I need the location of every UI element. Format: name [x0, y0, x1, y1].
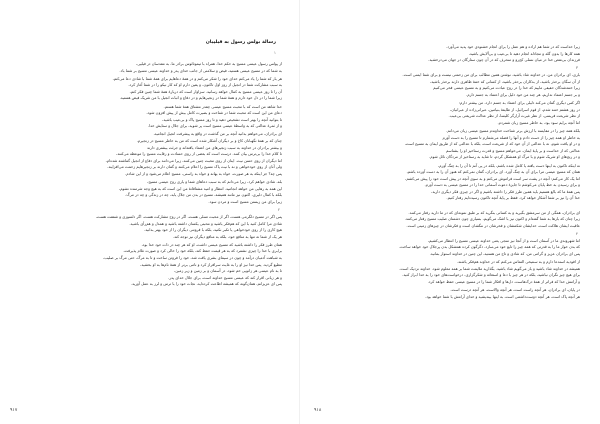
text-line: در پایان، ای برادران، هر آنچه راست است، هر آنچه والاست، هر آنچه درست است،: [450, 287, 580, 292]
text-line: اما یک کار می‌کنم: آنچه در پشت سر است فراموش می‌کنم و به سوی آنچه در پیش است خود را پیش می‌کشم،: [405, 175, 580, 181]
text-line: عدالتی که از خداست و بر پایهٔ ایمان. می‌خواهم مسیح و قدرت رستاخیز او را بشناسم: [446, 147, 580, 153]
paragraph: [314, 44, 580, 64]
text-line: اگر کس دیگری گمان می‌کند دلیلی برای اعتماد به جسم دارد، من بیشتر دارم:: [458, 100, 580, 106]
text-line: فرزندان بی‌نقص خدا در میان نسلی کج‌رو و منحرف که در آن چون ستارگان در جهان می‌درخشید.: [428, 57, 580, 63]
text-line: به شباهت آدمیان درآمد و چون در سیمای بشری یافت شد، خود را فروتن ساخت و تا به مرگ، حتی مرگ بر صلیب،: [103, 255, 282, 261]
text-line: از نظر شریعت فریسی، از نظر غیرت آزارگر کلیسا، از نظر عدالت شریعتی بی‌عیب.: [448, 113, 580, 119]
paragraph: [16, 104, 282, 130]
text-line: چنان که بر همهٔ نگهبانان کاخ و بر دیگران آشکار شده است که من به خاطر مسیح در زنجیرم.: [136, 138, 282, 144]
text-line: تا به نام عیسی هر زانویی خم شود، در آسمان و بر زمین و زیر زمین،: [174, 268, 282, 274]
text-line: همیشه در خداوند شاد باشید و باز می‌گویم شاد باشید. بگذارید ملایمت شما بر همه معلوم شود. خداوند نزدیک است.: [399, 265, 580, 271]
text-line: و بیشتر برادران در خداوند به سبب زنجیرهای من اعتماد یافته‌اند و جرئت بیشتری دارند: [146, 144, 282, 150]
text-line: تا کلام خدا را بی‌ترس بیان کنند. درست است که بعضی از روی حسادت و رقابت مسیح را موعظه می‌کنند،: [116, 151, 282, 157]
paragraph: [314, 128, 580, 161]
text-line: دعای من این است که محبت شما در شناخت و بصیرت کامل بیش از پیش افزون شود،: [146, 110, 282, 116]
text-line: به شما که در مسیح عیسی هستید، فیض و سلامتی از جانب خدای پدر و خداوند عیسی مسیح بر شما باد.: [119, 67, 282, 73]
chapter-marker: ۳: [575, 65, 578, 71]
text-line: شادی مرا کامل کنید با این که هم‌فکر باشید و محبتی یکسان داشته باشید و همدل و هم‌رأی باشید.: [129, 220, 282, 226]
text-line: و بر جسم اعتماد نداریم، هر چند من خود دلیل برای اعتماد به جسم دارم.: [466, 92, 580, 98]
text-line: این همه به رهایی من خواهد انجامید. انتظار و امید مشتاقانهٔ من این است که به هیچ وجه شرمنده نشوم،: [118, 185, 282, 191]
text-line: همه کارها را بدون گله و مجادله انجام دهید تا بی‌عیب و بی‌آلایش باشید،: [468, 50, 580, 56]
text-line: هر یک از شما نه تنها به منافع خود، بلکه به منافع دیگران نیز توجه کند.: [172, 233, 282, 239]
page-number-left: ۹۱۷: [10, 408, 18, 413]
page-number-right: ۹۱۸: [314, 408, 322, 413]
text-line: اما شهروندی ما در آسمان است و از آنجا نیز منجی یعنی خداوند عیسی مسیح را انتظار می‌کشیم،: [427, 237, 580, 243]
chapter-marker: ۲: [277, 206, 280, 212]
text-line: زیرا ختنه‌شدگان حقیقی ماییم که خدا را در روح عبادت می‌کنیم و به مسیح عیسی فخر می‌کنیم: [433, 85, 580, 91]
text-line: از پولس رسول عیسی مسیح به حکم خدا، همراه با تیموتائوس برادر ما، به مقدسان در فیلپی،: [136, 61, 282, 66]
text-line: به سبب مشارکت شما در انجیل از روز اول تاکنون، و یقین دارم او که کار نیکو را در شما آغاز کرد،: [128, 82, 282, 88]
text-line: اما دیگران از روی حسن نیت. اینان از روی محبت چنین می‌کنند، زیرا می‌دانند برای دفاع از انجیل گماشته شده‌ام،: [105, 157, 282, 163]
text-line: مطیع گردید. پس خدا نیز او را به غایت سرافراز کرد و نامی برتر از همهٔ نام‌ها به او بخشید،: [140, 261, 282, 267]
text-line: ای برادران، می‌خواهم بدانید آنچه بر من گذشت در واقع به پیشرفت انجیل انجامید،: [153, 131, 282, 137]
text-line: در روز هشتم ختنه شدم، از قوم اسرائیل، از طایفهٔ بنیامین، عبرانی‌زاده از عبرانیان،: [450, 106, 580, 112]
text-line: اما آنچه برایم سود بود، به خاطر مسیح زیان شمردم.: [497, 119, 580, 125]
text-line: هیچ کاری را از روی خودخواهی یا تکبر نکنید، بلکه با فروتنی دیگران را از خود بهتر بدانید.: [144, 227, 282, 233]
text-line: هر بار که شما را یاد می‌کنم خدای خود را شکر می‌کنم و در همهٔ دعاهایم برای همهٔ شما با شادی دعا می‌کنم،: [112, 75, 282, 81]
text-line: خدا شاهد من است که با محبت مسیح عیسی چقدر مشتاق همهٔ شما هستم.: [163, 103, 282, 109]
text-line: و آرامش خدا که فراتر از همهٔ درک‌هاست، دل‌ها و افکار شما را در مسیح عیسی حفظ خواهد کرد.: [427, 278, 580, 284]
paragraph: [314, 100, 580, 126]
paragraph: [314, 287, 580, 300]
text-line: نه اینکه تاکنون به اینها دست یافته یا کامل شده باشم، بلکه در پی آنم تا آن را به چنگ آورم،: [437, 162, 580, 168]
paragraph: [16, 76, 282, 102]
paragraph: [314, 259, 580, 285]
text-line: بلکه همه چیز را در مقایسه با ارزش برتر شناخت خداوندم مسیح عیسی زیان می‌دانم.: [446, 128, 580, 134]
paragraph: [16, 242, 282, 288]
text-line: زیرا برای من زیستن مسیح است و مردن سود.: [208, 198, 282, 204]
right-text-body: [314, 44, 580, 300]
text-line: از افودیه استدعا دارم و به سنتیخی التماس می‌کنم که در خداوند هم‌فکر باشند.: [456, 259, 580, 265]
text-line: همان که مسیح عیسی مرا برای آن به چنگ آورد. ای برادران، گمان نمی‌کنم که هنوز آن را به دست آورده باشم،: [406, 169, 580, 175]
text-line: به خاطر او همه چیز را از دست دادم و آنها را فضله می‌شمارم تا مسیح را به دست آورم: [442, 134, 580, 140]
text-line: همان طرز فکر را داشته باشید که مسیح عیسی داشت، او که هر چند در ذات خود خدا بود،: [141, 241, 282, 247]
paragraph: [16, 131, 282, 177]
text-line: باری، ای برادران من، در خداوند شاد باشید. نوشتن همین مطالب برای من زحمتی نیست و برای شما ایمنی است.: [402, 72, 580, 78]
text-line: بلکه با کمال دلیری، اکنون نیز مانند همیشه، مسیح در بدن من جلال یابد، چه در زندگی و چه در مرگ.: [125, 192, 282, 198]
text-line: خدا آن را نیز بر شما آشکار خواهد کرد. فقط بر پایهٔ آنچه تاکنون رسیده‌ایم رفتار کنیم.: [446, 195, 580, 201]
text-line: و در رنج‌های او شریک شوم و با مرگ او همشکل گردم، تا شاید به رستاخیز از مردگان نائل شوم.: [429, 154, 580, 160]
paragraph: [314, 163, 580, 203]
page-title: رسالة بولس رسول به فيلپيان: [205, 40, 276, 45]
text-line: پس اگر در مسیح دلگرمی هست، اگر از محبت تسلی هست، اگر در روح مشارکت هست، اگر دلسوزی و شفقت هست،: [95, 213, 282, 219]
text-line: برای هیچ چیز نگران نباشید، بلکه در هر چیز با دعا و استغاثه و شکرگزاری، درخواست‌های خود را به خدا ابراز کنید.: [402, 272, 580, 278]
text-line: پس همهٔ ما که بالغ هستیم باید همین طرز فکر را داشته باشیم و اگر در چیزی فکر دیگری دارید،: [431, 188, 580, 194]
text-line: پس ای عزیزانم، همان‌گونه که همیشه اطاعت کرده‌اید، نجات خود را با ترس و لرز به عمل آورید.: [130, 281, 282, 287]
text-line: پس ای برادران عزیز و گرامی من، که شادی و تاج من هستید، این چنین در خداوند استوار بمانید.: [429, 251, 580, 257]
text-line: تا بتوانید آنچه را بهتر است تشخیص دهید و تا روز مسیح پاک و بی‌عیب باشید،: [162, 116, 282, 122]
chapter-marker: ۴: [575, 230, 578, 236]
text-line: ولی آنان از روی خودخواهی و نه با نیت پاک مسیح را اعلام می‌کنند و گمان دارند بر زنجیرهایم زحمت می‌افزایند.: [107, 164, 282, 170]
paragraph: [314, 238, 580, 258]
text-line: عاقبت ایشان هلاکت است، خدایشان شکمشان و فخرشان در ننگشان است و فکرشان در چیزهای زمینی است.: [406, 222, 580, 228]
chapter-marker: ۱: [273, 50, 276, 55]
paragraph: [314, 72, 580, 98]
page-right: [300, 0, 600, 424]
text-line: و هر زبانی اقرار کند که عیسی مسیح خداوند است، برای جلال خدای پدر.: [168, 274, 282, 280]
paragraph: [314, 210, 580, 230]
text-line: زیرا شما را در دل خود دارم و همهٔ شما در زنجیرهایم و در دفاع و اثبات انجیل با من شریک فیض هستید.: [119, 95, 282, 101]
text-line: ای برادران، همگی از من سرمشق بگیرید و به کسانی بنگرید که بر طبق نمونه‌ای که در ما دارید رفتار می‌کنند.: [408, 209, 580, 215]
text-line: زیرا خداست که در شما هم اراده و هم عمل را برای انجام خشنودی خود پدید می‌آورد.: [446, 44, 580, 49]
text-line: از آن سگان برحذر باشید، از بدکاران برحذر باشید، از کسانی که ختنهٔ ظاهری دارند برحذر باشید،: [430, 78, 580, 84]
text-line: پس چه؟ جز اینکه به هر صورت، خواه به بهانه و خواه به راستی، مسیح اعلام می‌شود و از این شادم.: [125, 171, 282, 176]
text-line: بله، شادی خواهم کرد، زیرا می‌دانم که به سبب دعاهای شما و یاری روح عیسی مسیح،: [147, 179, 282, 185]
text-line: هر آنچه پاک است، هر آنچه دوست‌داشتنی است، به اینها بیندیشید و خدای آرامش با شما خواهد بود.: [425, 293, 580, 299]
paragraph: [16, 214, 282, 240]
text-line: زیرا چنان که بارها به شما گفته‌ام و اکنون نیز با اشک می‌گویم، بسیاری چون دشمنان صلیب مسیح رفتار می‌کنند.: [404, 216, 580, 222]
text-line: و در او یافت شوم، نه با عدالتی از آن خود که از شریعت است، بلکه با عدالتی که از طریق ایمان به مسیح است،: [404, 141, 580, 147]
text-line: و برای رسیدن به خط پایان می‌کوشم تا جایزهٔ دعوت آسمانی خدا را در مسیح عیسی به دست آورم.: [424, 182, 580, 188]
left-text-body: [16, 61, 282, 288]
text-line: که بدن خوار ما را به قدرتی که همه چیز را تابع خود می‌سازد، دگرگون کرده همشکل بدن پرجلال خود خواهد ساخت.: [398, 244, 580, 250]
text-line: آن را تا روز عیسی مسیح به کمال خواهد رسانید. سزاوار است که دربارهٔ همهٔ شما چنین فکر کنم،: [129, 88, 282, 94]
text-line: و از ثمرهٔ عدالتی که به واسطهٔ عیسی مسیح است پر شوید، برای جلال و ستایش خدا.: [147, 123, 282, 129]
paragraph: [16, 179, 282, 205]
paragraph: [16, 61, 282, 74]
text-line: برابری با خدا را چیزی نشمرد که به هر قیمت حفظ کند، بلکه خود را خالی کرد و صورت غلام پذیرفت،: [123, 248, 282, 254]
